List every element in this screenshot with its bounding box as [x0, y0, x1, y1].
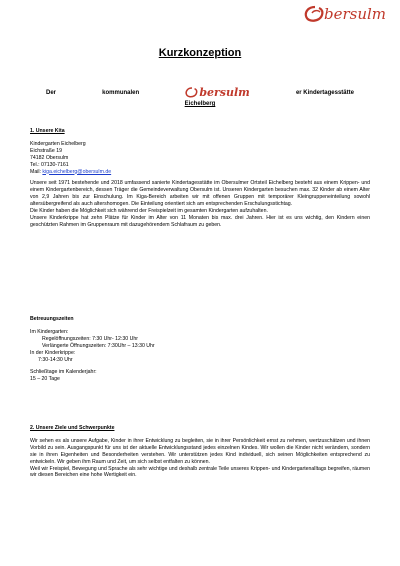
regular-hours: Regelöffnungszeiten: 7:30 Uhr- 12:30 Uhr: [42, 335, 138, 342]
closing-days: 15 – 20 Tage: [30, 376, 60, 383]
location-heading: Eichelberg: [184, 101, 216, 107]
hours-title: Betreuungszeiten: [30, 316, 74, 322]
phone-line: Tel.: 07130-7161: [30, 161, 69, 168]
mail-link[interactable]: kiga.eichelberg@obersulm.de: [42, 168, 112, 175]
section-1-title: 1. Unsere Kita: [30, 128, 65, 134]
opening-hours: [30, 316, 370, 383]
section-2-paragraph: Wir sehen es als unsere Aufgabe, Kinder in ihrer Entwicklung zu begleiten, sie in ihrer Persönlichkeit ernst zu nehmen, wertzuschätzen und ihnen Vorbild zu sein. Ausgangspunkt für uns ist der aktuelle Entwicklungsstand jedes einzelnen Kindes. Wir wollen die Kinder nicht verändern, sondern sie in ihren Eigenheiten und Besonderheiten verstehen. Wir unterstützen jedes Kind individuell, sich seinen Möglichkeiten entsprechend zu entwickeln. Wir geben ihm Raum und Zeit, um sich selbst entfalten zu können.: [30, 437, 370, 465]
subtitle-kindertagesstaette: er Kindertagesstätte: [295, 89, 354, 96]
mail-label: Mail:: [30, 168, 43, 175]
section-2-paragraph: Weil wir Freispiel, Bewegung und Sprache als sehr wichtige und deshalb zentrale Teile unseres Krippen- und Kindergartenalltags begreifen, räumen wir diesen Bereichen eine hohe Wertigkeit ein.: [30, 465, 370, 479]
subtitle-der: Der: [46, 89, 57, 96]
mail-line: [30, 169, 370, 176]
address-line: Kindergarten Eichelberg: [30, 140, 86, 147]
krippe-hours-label: In der Kinderkrippe:: [30, 349, 76, 356]
logo-swoosh-icon: [304, 4, 326, 24]
address-line: 74182 Obersulm: [30, 154, 69, 161]
subtitle-kommunalen: kommunalen: [102, 89, 140, 96]
section-2: [30, 425, 370, 479]
logo-wordmark: bersulm: [323, 4, 386, 23]
obersulm-logo: [304, 4, 386, 24]
extended-hours: Verlängerte Öffnungszeiten: 7:30Uhr – 13:30 Uhr: [42, 342, 155, 349]
inline-logo-wordmark: bersulm: [199, 86, 250, 99]
kiga-hours-label: Im Kindergarten:: [30, 328, 69, 335]
address-line: Eichstraße 19: [30, 147, 63, 154]
section-1-paragraph: Unsere seit 1971 bestehende und 2018 umfassend sanierte Kindertagesstätte im Obersulmer Ortsteil Eichelberg besteht aus einem Krippen- und einem Kindergartenbereich, dessen Träger die Gemeindeverwaltung Obersulm ist. Unseren Kindergarten besuchen max. 32 Kinder ab einem Alter von 2,9 Jahren bis zur Einschulung. Im Kiga-Bereich arbeiten wir mit offenen Gruppen mit temporärer Kleingruppeneinteilung sowohl altersübergreifend als auch altershomogen. Die Einteilung orientiert sich am entsprechenden Erschulungsstichtag.: [30, 180, 370, 208]
inline-obersulm-logo: [185, 86, 250, 99]
inline-logo-swoosh-icon: [185, 86, 199, 99]
section-2-title: 2. Unsere Ziele und Schwerpunkte: [30, 425, 115, 431]
section-1-paragraph: Unsere Kinderkrippe hat zehn Plätze für Kinder im Alter von 11 Monaten bis max. drei Jahren. Hier ist es uns wichtig, den Kindern einen geschützten Rahmen im Gruppenraum mit dazugehörendem Schlafraum zu geben.: [30, 214, 370, 228]
closing-days-label: Schließtage im Kalenderjahr:: [30, 369, 97, 376]
section-1-paragraph: Die Kinder haben die Möglichkeit sich während der Freispielzeit im gesamten Kindergarten aufzuhalten.: [30, 208, 268, 215]
section-1: [30, 128, 370, 229]
krippe-hours: 7:30-14:30 Uhr: [38, 356, 73, 363]
subtitle-line: [46, 86, 354, 99]
page-title: Kurzkonzeption: [158, 47, 242, 59]
